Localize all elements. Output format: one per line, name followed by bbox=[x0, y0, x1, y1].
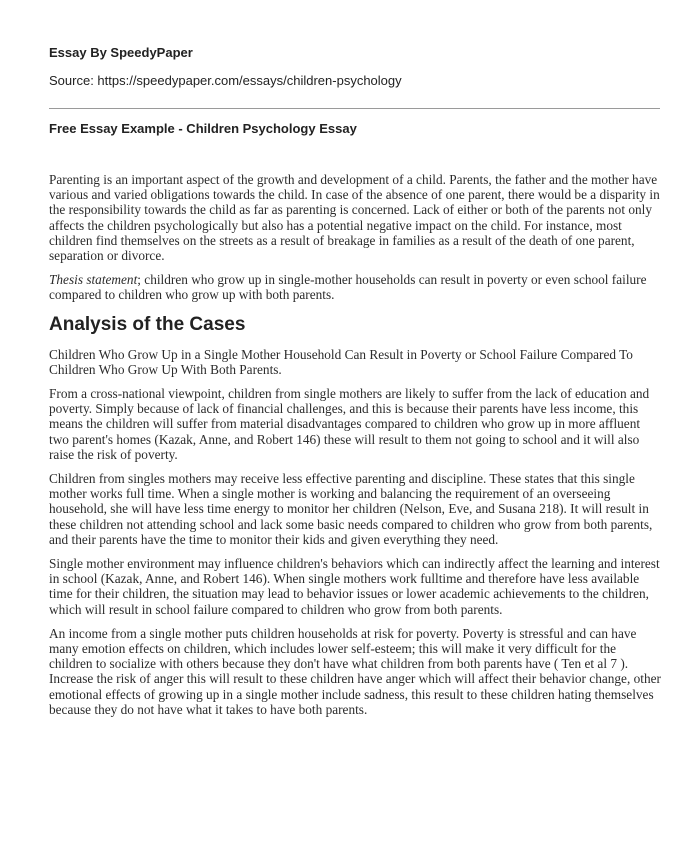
site-title: Essay By SpeedyPaper bbox=[49, 45, 193, 60]
thesis-label: Thesis statement bbox=[49, 272, 138, 288]
body-paragraph: Children Who Grow Up in a Single Mother Household Can Result in Poverty or School Failure Compared To Children Who Grow Up With Both Parents. bbox=[49, 346, 633, 377]
header-divider bbox=[49, 108, 660, 109]
thesis-text: ; children who grow up in single-mother households can result in poverty or even school failure compared to children who grow up with both parents. bbox=[49, 272, 647, 303]
body-paragraph: Children from singles mothers may receive less effective parenting and discipline. These states that this single mother works full time. When a single mother is working and balancing the requirement of an overseeing household, she will have less time energy to monitor her children (Nelson, Eve, and Susana 218). It will result in these children not attending school and lack some basic needs compared to children who grow from both parents, and their parents have the time to monitor their kids and given everything they need. bbox=[49, 471, 653, 547]
source-line: Source: https://speedypaper.com/essays/children-psychology bbox=[49, 73, 402, 88]
thesis-paragraph bbox=[49, 272, 661, 302]
essay-title: Free Essay Example - Children Psychology Essay bbox=[49, 121, 357, 136]
body-paragraph: An income from a single mother puts children households at risk for poverty. Poverty is stressful and can have many emotion effects on children, which includes lower self-esteem; this will make it very difficult for the children to socialize with others because they don't have what children from both parents have ( Ten et al 7 ). Increase the risk of anger this will result to these children have anger which will affect their behavior change, other emotional effects of growing up in a single mother include sadness, this result to these children hating themselves because they do not have what it takes to have both parents. bbox=[49, 625, 661, 717]
intro-paragraph: Parenting is an important aspect of the growth and development of a child. Parents, the father and the mother have various and varied obligations towards the child. In case of the absence of one parent, there would be a disparity in the responsibility towards the child as far as parenting is concerned. Lack of either or both of the parents not only affects the children psychologically but also has a potential negative impact on the child. For instance, most children find themselves on the streets as a result of breakage in families as a result of the death of one parent, separation or divorce. bbox=[49, 172, 660, 264]
body-paragraph: From a cross-national viewpoint, children from single mothers are likely to suffer from the lack of education and poverty. Simply because of lack of financial challenges, and this is because their parents have less income, this means the children will suffer from material disadvantages compared to children who grow up in more affluent two parent's homes (Kazak, Anne, and Robert 146) these will result to them not going to school and it will also raise the risk of poverty. bbox=[49, 386, 650, 462]
essay-body bbox=[49, 172, 661, 726]
section-heading: Analysis of the Cases bbox=[49, 313, 246, 335]
body-paragraph: Single mother environment may influence children's behaviors which can indirectly affect the learning and interest in school (Kazak, Anne, and Robert 146). When single mothers work fulltime and therefore have less available time for their children, the situation may lead to behavior issues or lower academic achievements to the children, which will result in school failure compared to children who grow from both parents. bbox=[49, 556, 660, 617]
